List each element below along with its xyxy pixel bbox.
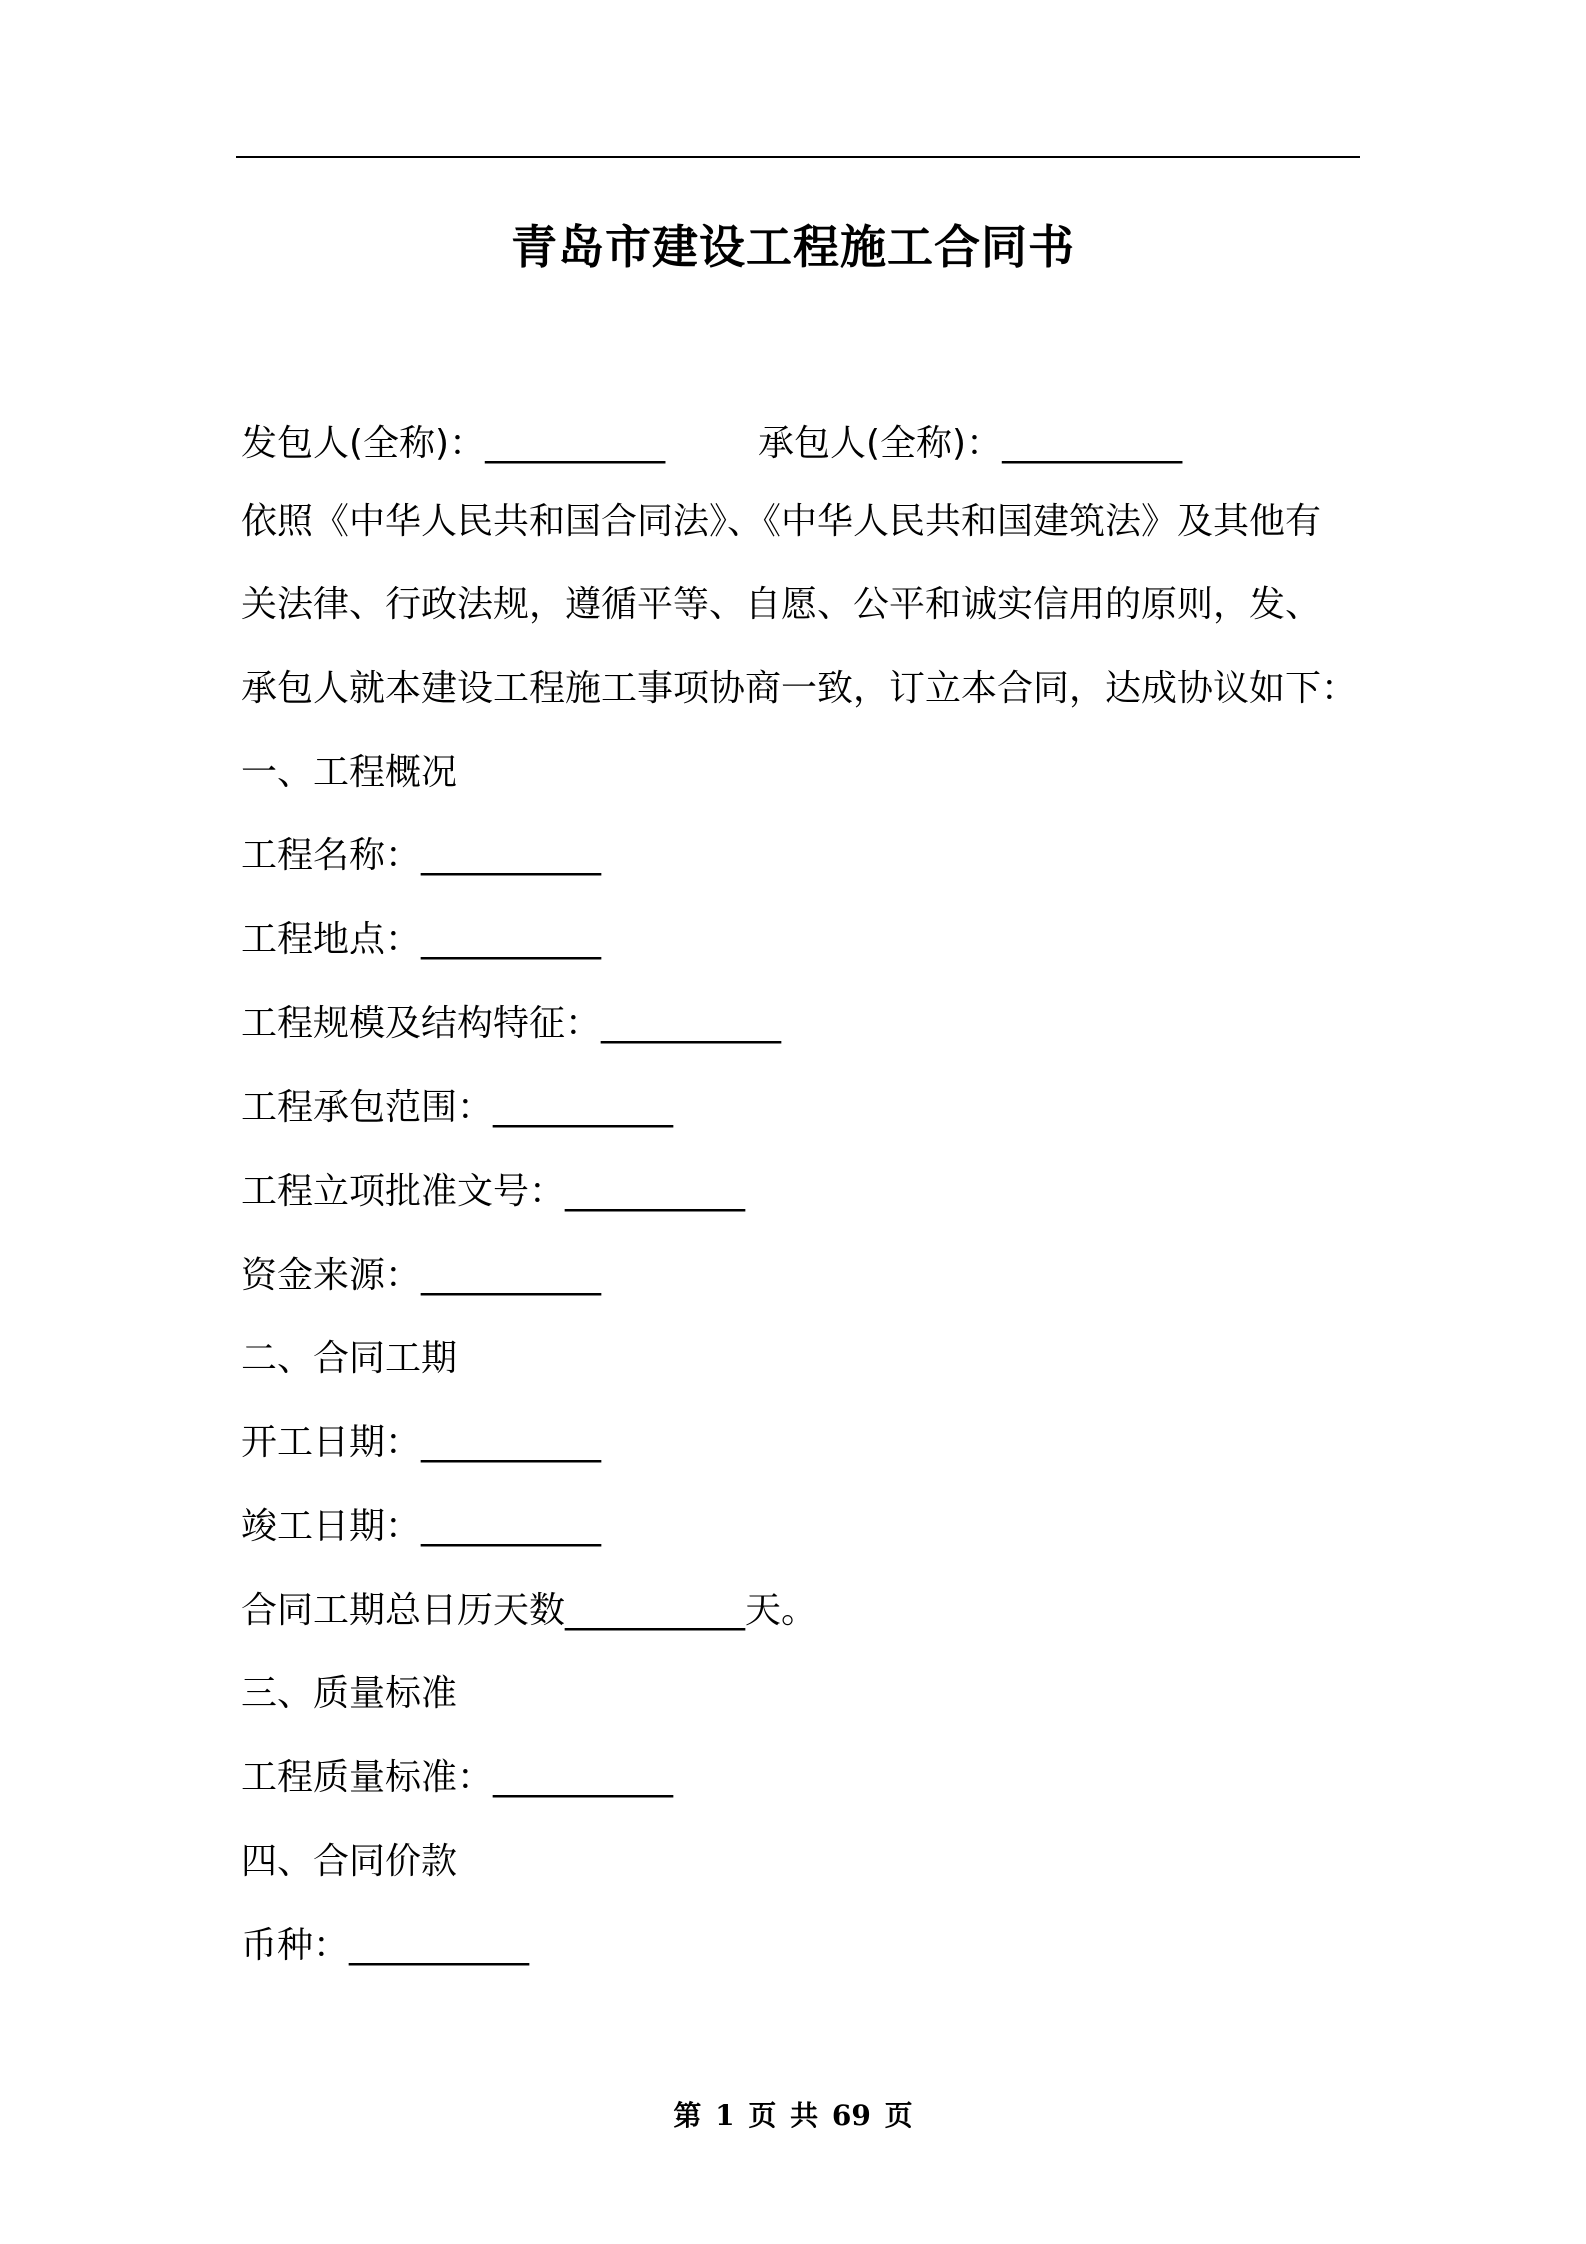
field-start-date: 开工日期：__________ (241, 1422, 602, 1463)
field-total-days: 合同工期总日历天数__________天。 (241, 1590, 818, 1631)
document-title: 青岛市建设工程施工合同书 (511, 220, 1075, 274)
section-heading-3: 三、质量标准 (241, 1673, 458, 1714)
section-heading-2: 二、合同工期 (241, 1338, 458, 1379)
party-a-field: 发包人(全称)：__________ (241, 423, 666, 464)
header-rule (236, 156, 1360, 158)
intro-line-1: 依照《中华人民共和国合同法》、《中华人民共和国建筑法》及其他有 (241, 501, 1322, 542)
party-b-field: 承包人(全称)：__________ (758, 423, 1183, 464)
field-quality-standard: 工程质量标准：__________ (241, 1757, 674, 1798)
intro-line-3: 承包人就本建设工程施工事项协商一致，订立本合同，达成协议如下： (241, 668, 1358, 709)
section-heading-1: 一、工程概况 (241, 752, 458, 793)
field-project-location: 工程地点：__________ (241, 919, 602, 960)
intro-line-2: 关法律、行政法规，遵循平等、自愿、公平和诚实信用的原则，发、 (241, 584, 1322, 625)
field-currency: 币种：__________ (241, 1925, 530, 1966)
field-project-name: 工程名称：__________ (241, 835, 602, 876)
field-completion-date: 竣工日期：__________ (241, 1506, 602, 1547)
field-fund-source: 资金来源：__________ (241, 1255, 602, 1296)
field-approval-number: 工程立项批准文号：__________ (241, 1171, 746, 1212)
field-contract-scope: 工程承包范围：__________ (241, 1087, 674, 1128)
section-heading-4: 四、合同价款 (241, 1841, 458, 1882)
field-project-scale: 工程规模及结构特征：__________ (241, 1003, 782, 1044)
page-footer: 第 1 页 共 69 页 (673, 2099, 913, 2132)
